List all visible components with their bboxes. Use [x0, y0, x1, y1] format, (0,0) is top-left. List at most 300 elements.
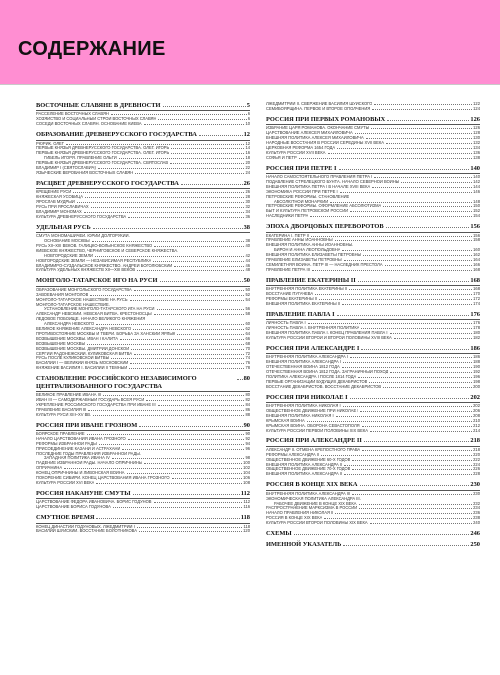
section-title[interactable]	[266, 311, 480, 318]
section-title-text: РОССИЯ ПРИ ИВАНЕ ГРОЗНОМ	[36, 421, 138, 429]
section-title-text: УДЕЛЬНАЯ РУСЬ	[36, 223, 91, 231]
dot-leader	[328, 153, 473, 154]
toc-entry[interactable]	[266, 385, 480, 390]
toc-section	[36, 277, 250, 371]
entry-page-number: 108	[243, 480, 250, 485]
toc-section	[36, 514, 250, 534]
section-title-text: ЭПОХА ДВОРЦОВЫХ ПЕРЕВОРОТОВ	[266, 223, 384, 231]
dot-leader	[337, 148, 472, 149]
entry-page-number: 142	[473, 178, 480, 184]
entry-text: ИЗБРАНИЕ ЦАРЯ РОМАНОВА. ОКОНЧАНИЕ СМУТЫ	[266, 126, 370, 131]
section-page-number: 230	[470, 481, 480, 489]
toc-entry[interactable]	[36, 529, 250, 534]
entry-text: ВЛАДИМИРО-СУЗДАЛЬСКОЕ КНЯЖЕСТВО. АНДРЕЙ БОГОЛЮБСКИЙ	[36, 263, 173, 268]
section-rule	[266, 173, 480, 174]
entry-text: УКРЕПЛЕНИЕ РОССИЙСКОГО ГОСУДАРСТВА ПРИ ИВАНЕ III	[36, 402, 156, 407]
dot-leader	[95, 256, 244, 257]
dot-leader	[370, 523, 473, 524]
dot-leader	[199, 135, 243, 136]
entry-text: ВНЕШНЯЯ ПОЛИТИКА АЛЕКСАНДРА I	[266, 360, 341, 365]
dot-leader	[133, 329, 244, 330]
dot-leader	[181, 184, 243, 185]
dot-leader	[99, 444, 245, 445]
entry-page-number: 134	[473, 144, 480, 150]
dot-leader	[119, 158, 245, 159]
entry-page-number: 54	[245, 296, 250, 302]
entry-page-number: 198	[473, 378, 480, 384]
section-title-text: ПРАВЛЕНИЕ ЕКАТЕРИНЫ II	[266, 276, 356, 284]
dot-leader	[385, 265, 473, 266]
section-title[interactable]	[266, 481, 480, 488]
section-title-text: РАСЦВЕТ ДРЕВНЕРУССКОГО ГОСУДАРСТВА	[36, 179, 179, 187]
entry-text: ВОЗВЫШЕНИЕ МОСКВЫ. ИВАН I КАЛИТА	[36, 336, 118, 341]
dot-leader	[324, 518, 472, 519]
entry-page-number: 202	[473, 403, 480, 408]
dot-leader	[130, 363, 244, 364]
entry-page-number: 46	[245, 262, 250, 268]
dot-leader	[174, 266, 244, 267]
section-title[interactable]	[266, 277, 480, 284]
entry-text: ЗАВОЕВАНИЯ МОНГОЛОВ	[36, 292, 89, 297]
entry-page-number: 238	[473, 515, 480, 521]
entry-page-number: 168	[473, 266, 480, 272]
section-title-text: ВОСТОЧНЫЕ СЛАВЯНЕ В ДРЕВНОСТИ	[36, 102, 161, 109]
dot-leader	[158, 405, 245, 406]
entry-text: ПРАВЛЕНИЕ ЕЛИЗАВЕТЫ ПЕТРОВНЫ	[266, 258, 342, 263]
entry-page-number: 180	[473, 330, 480, 336]
dot-leader	[330, 202, 472, 203]
section-entries	[266, 448, 480, 477]
toc-section	[266, 437, 480, 477]
section-title[interactable]	[36, 180, 250, 187]
entry-page-number: 176	[473, 320, 480, 326]
entry-text: ЦАРСТВОВАНИЕ БОРИСА ГОДУНОВА	[36, 505, 111, 510]
toc-entry[interactable]	[36, 171, 250, 176]
section-rule	[266, 402, 480, 403]
dot-leader	[137, 270, 244, 271]
toc-entry[interactable]	[266, 521, 480, 526]
section-rule	[36, 140, 250, 141]
entry-text: АЛЕКСАНДР II. ОТМЕНА КРЕПОСТНОГО ПРАВА	[266, 447, 361, 452]
entry-text: ВНЕШНЯЯ ПОЛИТИКА НИКОЛАЯ I	[266, 413, 334, 418]
entry-text: ВНУТРЕННЯЯ ПОЛИТИКА АЛЕКСАНДРА I	[266, 355, 348, 360]
toc-entry[interactable]	[266, 156, 480, 161]
entry-text: НАЧАЛО ПРАВЛЕНИЯ НИКОЛАЯ II	[266, 511, 334, 516]
dot-leader	[85, 197, 244, 198]
entry-page-number: 52	[245, 291, 250, 297]
dot-leader	[401, 182, 472, 183]
entry-page-number: 160	[473, 247, 480, 253]
entry-text: ИВАН III — САМОДЕРЖАВНЫЙ ГОСУДАРЬ ВСЕЯ РУСИ	[36, 397, 145, 402]
entry-page-number: 220	[473, 451, 480, 457]
entry-page-number: 210	[473, 417, 480, 423]
entry-page-number: 178	[473, 325, 480, 331]
entry-page-number: 64	[245, 330, 250, 336]
entry-page-number: 170	[473, 291, 480, 297]
section-title[interactable]	[36, 102, 250, 109]
entry-text: ОТЕЧЕСТВЕННАЯ ВОЙНА 1812 ГОДА	[266, 365, 340, 370]
section-page-number: 218	[470, 437, 480, 445]
section-page-number: 90	[243, 421, 250, 429]
entry-page-number: 208	[473, 412, 480, 418]
entry-text: РАБОЧЕЕ ДВИЖЕНИЕ В КОНЦЕ XIX ВЕКА	[274, 501, 357, 506]
entry-page-number: 122	[473, 101, 480, 106]
entry-page-number: 140	[473, 173, 480, 179]
dot-leader	[170, 163, 244, 164]
dot-leader	[315, 294, 472, 295]
dot-leader	[88, 410, 244, 411]
entry-text: РУСЬ ПРИ ЯРОСЛАВИЧАХ	[36, 205, 89, 209]
entry-page-number: 68	[245, 340, 250, 346]
dot-leader	[73, 192, 244, 193]
section-rule	[36, 391, 250, 392]
entry-text: ВНЕШНЯЯ ПОЛИТИКА ЕКАТЕРИНЫ II	[266, 301, 341, 306]
entry-text: ПЕРВЫЕ КНЯЗЬЯ ДРЕВНЕРУССКОГО ГОСУДАРСТВА. ОЛЕГ. ИГОРЬ	[36, 151, 170, 156]
dot-leader	[344, 474, 472, 475]
toc-section	[36, 422, 250, 486]
entry-text: ЭКОНОМИКА РОССИИ ПРИ ПЕТРЕ I	[266, 189, 338, 194]
dot-leader	[299, 158, 472, 159]
section-page-number: 250	[470, 541, 480, 549]
section-entries	[36, 288, 250, 371]
section-title[interactable]	[266, 394, 480, 401]
dot-leader	[154, 314, 245, 315]
entry-text: СЕМИБОЯРЩИНА. ПЕРВОЕ И ВТОРОЕ ОПОЛЧЕНИЯ	[266, 106, 371, 111]
dot-leader	[131, 349, 244, 350]
dot-leader	[360, 411, 472, 412]
section-title[interactable]	[36, 375, 250, 390]
entry-text: ОСНОВАНИЕ МОСКВЫ	[44, 239, 90, 244]
dot-leader	[372, 109, 472, 110]
dot-leader	[335, 513, 472, 514]
header-divider	[0, 84, 500, 85]
section-rule	[36, 498, 250, 499]
entry-page-number: 16	[245, 150, 250, 156]
entry-text: ВОЗВЫШЕНИЕ МОСКВЫ	[36, 341, 86, 346]
entry-page-number: 30	[245, 199, 250, 205]
entry-page-number: 222	[473, 456, 480, 462]
entry-page-number: 200	[473, 383, 480, 389]
toc-entry[interactable]	[266, 336, 480, 341]
toc-section	[266, 481, 480, 526]
entry-text: ВНУТРЕННЯЯ ПОЛИТИКА АЛЕКСАНДРА III	[266, 491, 351, 496]
dot-leader	[87, 434, 245, 435]
entry-text: ОПРИЧНИНА	[36, 466, 63, 471]
section-entries	[266, 404, 480, 433]
entry-page-number: 212	[473, 422, 480, 428]
entry-text: НАРОДНЫЕ ВОССТАНИЯ В РОССИИ СЕРЕДИНЫ XVII ВЕКА	[266, 140, 384, 145]
dot-leader	[96, 324, 244, 325]
entry-page-number: 104	[243, 470, 250, 476]
dot-leader	[154, 246, 244, 247]
section-title-text: РОССИЯ В КОНЦЕ XIX ВЕКА	[266, 481, 358, 489]
entry-text: ОТЕЧЕСТВЕННАЯ ВОЙНА 1812 ГОДА. ЗАГРАНИЧНЫЙ ПОХОД	[266, 369, 389, 374]
entry-page-number: 70	[245, 345, 250, 351]
entry-text: ЭКОНОМИЧЕСКАЯ ПОЛИТИКА АЛЕКСАНДРА III.	[266, 496, 361, 501]
toc-entry[interactable]	[266, 472, 480, 477]
toc-section	[266, 345, 480, 390]
dot-leader	[139, 426, 242, 427]
section-rule	[36, 110, 250, 111]
dot-leader	[153, 261, 244, 262]
entry-text: КУЛЬТУРА ДРЕВНЕРУССКОГО ГОСУДАРСТВА	[36, 214, 127, 219]
entry-text: ВНЕШНЯЯ ПОЛИТИКА АННЫ ИОАННОВНЫ.	[266, 243, 354, 248]
entry-text: ВАСИЛИЙ I — ВЕЛИКИЙ КНЯЗЬ МОСКОВСКИЙ	[36, 361, 129, 366]
dot-leader	[343, 545, 469, 546]
section-rule	[266, 124, 480, 125]
dot-leader	[154, 502, 243, 503]
section-entries	[266, 126, 480, 160]
entry-text: РОССИЯ В КОНЦЕ XIX ВЕКА	[266, 516, 323, 521]
dot-leader	[93, 415, 244, 416]
dot-leader	[362, 426, 473, 427]
dot-leader	[358, 377, 472, 378]
entry-page-number: 234	[473, 505, 480, 511]
entry-text: ВНУТРЕННЯЯ ПОЛИТИКА НИКОЛАЯ I	[266, 404, 341, 408]
toc-entry[interactable]	[266, 268, 480, 273]
section-title[interactable]	[266, 165, 480, 172]
entry-page-number: 100	[243, 460, 250, 466]
entry-text: ПОЛИТИКА АЛЕКСАНДРА I ПОСЛЕ 1814 ГОДА	[266, 374, 357, 379]
section-title[interactable]	[266, 345, 480, 352]
dot-leader	[90, 295, 244, 296]
entry-page-number: 112	[243, 499, 250, 505]
toc-section	[266, 102, 480, 112]
dot-leader	[177, 334, 244, 335]
entry-page-number: 50	[245, 286, 250, 292]
dot-leader	[96, 518, 239, 519]
section-page-number: 186	[470, 344, 480, 352]
dot-leader	[350, 211, 472, 212]
entry-page-number: 90	[245, 430, 250, 436]
toc-entry[interactable]	[36, 268, 250, 273]
section-title[interactable]	[266, 116, 480, 123]
section-rule	[266, 353, 480, 354]
entry-page-number: 192	[473, 368, 480, 374]
dot-leader	[369, 382, 472, 383]
entry-text: ВЕЛИКОЕ ПРАВЛЕНИЕ ИВАНА III	[36, 393, 101, 397]
section-title[interactable]	[36, 277, 250, 284]
entry-text: ВНУТРЕННЯЯ ПОЛИТИКА ЕКАТЕРИНЫ II	[266, 287, 348, 292]
entry-text: ВНЕШНЯЯ ПОЛИТИКА ПАВЛА I. КОНЕЦ ПРАВЛЕНИЯ ПАВЛА I	[266, 331, 388, 336]
section-rule	[36, 523, 250, 524]
entry-text: РАСПРОСТРАНЕНИЕ МАРКСИЗМА В РОССИИ	[266, 506, 358, 511]
dot-leader	[342, 304, 472, 305]
section-page-number: 176	[470, 310, 480, 318]
section-page-number: 140	[470, 164, 480, 172]
dot-leader	[374, 177, 472, 178]
dot-leader	[394, 338, 472, 339]
section-title[interactable]	[36, 422, 250, 429]
dot-leader	[350, 357, 472, 358]
entry-page-number: 26	[245, 189, 250, 195]
section-title[interactable]	[266, 541, 480, 548]
entry-page-number: 218	[473, 446, 480, 452]
entry-page-number: 168	[473, 286, 480, 292]
dot-leader	[96, 483, 242, 484]
entry-text: ВЕЛИКОЕ КНЯЖЕНИЕ АЛЕКСАНДРА НЕВСКОГО	[36, 327, 132, 332]
entry-page-number: 226	[473, 466, 480, 472]
toc-section	[36, 375, 250, 417]
section-title-text: ПРАВЛЕНИЕ ПАВЛА I	[266, 310, 335, 318]
section-entries	[266, 102, 480, 112]
dot-leader	[172, 478, 243, 479]
entry-text: ЛИЧНОСТЬ ПАВЛА I	[266, 321, 306, 326]
entry-page-number: 188	[473, 359, 480, 365]
entry-text: ВАСИЛИЙ ШУЙСКИЙ. ВОССТАНИЕ БОЛОТНИКОВА	[36, 529, 137, 534]
dot-leader	[128, 439, 245, 440]
entry-text: РУСЬ XII–XIII ВЕКОВ. ГАЛИЦКО-ВОЛЫНСКОЕ КНЯЖЕСТВО	[36, 243, 153, 248]
section-page-number: 156	[470, 223, 480, 231]
section-title[interactable]	[36, 131, 250, 138]
section-entries	[266, 321, 480, 341]
dot-leader	[374, 104, 472, 105]
entry-text: КНЯЖЕСКАЯ УСОБИЦА	[36, 195, 84, 200]
entry-page-number: 206	[473, 407, 480, 413]
toc-entry[interactable]	[266, 214, 480, 219]
entry-page-number: 196	[473, 373, 480, 379]
dot-leader	[366, 138, 472, 139]
dot-leader	[144, 463, 242, 464]
entry-text: ВНЕШНЯЯ ПОЛИТИКА АЛЕКСАНДРА II	[266, 462, 343, 467]
section-title-text: РОССИЯ ПРИ НИКОЛАЕ I	[266, 393, 348, 401]
dot-leader	[311, 236, 472, 237]
dot-leader	[308, 323, 472, 324]
toc-section	[266, 223, 480, 273]
dot-leader	[103, 395, 244, 396]
entry-text: ВНЕШНЯЯ ПОЛИТИКА ЕЛИЗАВЕТЫ ПЕТРОВНЫ	[266, 253, 362, 258]
section-title-text: РОССИЯ ПРИ ПЕРВЫХ РОМАНОВЫХ	[266, 115, 386, 123]
entry-text: КОНЕЦ ДИНАСТИИ ГОДУНОВЫХ. ЛЖЕДМИТРИЙ I	[36, 524, 135, 529]
entry-page-number: 32	[245, 204, 250, 209]
entry-text: НАСЛЕДНИКИ ПЕТРА	[266, 214, 309, 219]
entry-text: ПОДАВЛЕНИЕ СТРЕЛЕЦКОГО БУНТА. НАЧАЛО СЕВЕРНОЙ ВОЙНЫ	[266, 179, 400, 184]
entry-text: ГИБЕЛЬ ИГОРЯ. ПРАВЛЕНИЕ ОЛЬГИ	[44, 156, 117, 161]
entry-text: РЕФОРМЫ АЛЕКСАНДРА II	[266, 452, 320, 457]
section-title[interactable]	[266, 223, 480, 230]
section-page-number: 5	[246, 102, 250, 109]
dot-leader	[120, 339, 244, 340]
section-page-number: 26	[243, 179, 250, 187]
entry-page-number: 166	[473, 261, 480, 267]
section-page-number: 126	[470, 115, 480, 123]
toc-entry[interactable]	[36, 481, 250, 486]
entry-text: СЕМИЛЕТНЯЯ ВОЙНА. ПЁТР III — НАСЛЕДНИК ПРЕСТОЛА	[266, 262, 383, 267]
entry-page-number: 88	[245, 411, 250, 417]
section-title[interactable]	[36, 490, 250, 497]
section-rule	[266, 285, 480, 286]
dot-leader	[237, 379, 243, 380]
entry-page-number: 28	[245, 194, 250, 200]
dot-leader	[163, 106, 246, 107]
entry-page-number: 102	[243, 465, 250, 471]
dot-leader	[352, 469, 472, 470]
dot-leader	[363, 255, 472, 256]
entry-text: УСТАНОВЛЕНИЕ МОНГОЛО-ТАТАРСКОГО ИГА НА РУСИ	[44, 307, 155, 312]
entry-page-number: 232	[473, 500, 480, 506]
section-entries	[266, 287, 480, 307]
entry-page-number: 124	[473, 105, 480, 111]
toc-entry[interactable]	[266, 107, 480, 112]
dot-leader	[92, 241, 245, 242]
toc-section	[36, 224, 250, 274]
dot-leader	[122, 449, 244, 450]
entry-text: КУЛЬТУРА РОССИИ ПЕРВОЙ ПОЛОВИНЫ XIX ВЕКА	[266, 428, 368, 433]
toc-entry[interactable]	[36, 505, 250, 510]
toc-entry[interactable]	[36, 215, 250, 220]
entry-page-number: 130	[473, 135, 480, 141]
entry-text: ПРОТИВОСТОЯНИЕ МОСКВЫ И ТВЕРИ. БОРЬБА ЗА ХАНСКИЙ ЯРЛЫК	[36, 331, 176, 336]
entry-page-number: 146	[473, 188, 480, 194]
dot-leader	[352, 460, 472, 461]
toc-entry[interactable]	[36, 122, 250, 127]
entry-text: СОФЬЯ И ПЁТР	[266, 155, 297, 160]
toc-entry[interactable]	[36, 366, 250, 371]
dot-leader	[158, 119, 246, 120]
entry-page-number: 22	[245, 165, 250, 171]
dot-leader	[312, 270, 472, 271]
section-title[interactable]	[266, 437, 480, 444]
entry-text: РУСЬ ПОСЛЕ КУЛИКОВСКОЙ БИТВЫ	[36, 356, 110, 361]
dot-leader	[111, 358, 244, 359]
dot-leader	[294, 534, 470, 535]
entry-text: ВЛАДИМИР I (СВЯТОСЛАВИЧ)	[36, 166, 96, 171]
entry-text: ХОЗЯЙСТВО И СОЦИАЛЬНЫЙ СТРОЙ ВОСТОЧНЫХ СЛАВЯН	[36, 117, 157, 122]
section-entries	[266, 175, 480, 219]
section-title-text: СМУТНОЕ ВРЕМЯ	[36, 514, 95, 522]
dot-leader	[160, 281, 243, 282]
entry-page-number: 74	[245, 355, 250, 361]
dot-leader	[66, 144, 244, 145]
dot-leader	[111, 114, 247, 115]
entry-page-number: 214	[473, 427, 480, 433]
entry-page-number: 136	[473, 149, 480, 155]
entry-page-number: 94	[245, 440, 250, 446]
entry-text: ВНЕШНЯЯ ПОЛИТИКА АЛЕКСЕЯ МИХАЙЛОВИЧА	[266, 136, 364, 141]
dot-leader	[133, 494, 240, 495]
toc-entry[interactable]	[266, 302, 480, 307]
toc-entry[interactable]	[266, 429, 480, 434]
entry-text: НАЧАЛО ЦАРСТВОВАНИЯ ИВАНА ГРОЗНОГО	[36, 436, 126, 441]
dot-leader	[319, 299, 472, 300]
entry-text: КУЛЬТУРА РОССИИ XVI ВЕКА	[36, 481, 95, 485]
entry-text: МОНГОЛО-ТАТАРСКОЕ НАШЕСТВИЕ.	[36, 302, 110, 307]
entry-text: КРЫМСКАЯ ВОЙНА	[266, 418, 305, 423]
entry-text: КУЛЬТУРА РУСИ XIII–XV ВВ.	[36, 412, 92, 417]
section-title[interactable]	[36, 224, 250, 231]
section-title[interactable]	[266, 530, 480, 537]
entry-text: КУЛЬТУРА РОССИИ XVII ВЕКА	[266, 150, 326, 155]
entry-page-number: 78	[245, 365, 250, 371]
entry-text: ПОКОРЕНИЕ СИБИРИ. КОНЕЦ ЦАРСТВОВАНИЯ ИВАНА ГРОЗНОГО	[36, 476, 170, 481]
entry-text: СЕРГИЙ РАДОНЕЖСКИЙ. КУЛИКОВСКАЯ БИТВА	[36, 351, 133, 356]
dot-leader	[337, 315, 470, 316]
entry-text: ОБРАЗОВАНИЕ МОНГОЛЬСКОГО ГОСУДАРСТВА	[36, 287, 132, 292]
entry-text: ВОЗВЫШЕНИЕ МОСКВЫ. ДМИТРИЙ ДОНСКОЙ	[36, 346, 130, 351]
section-title[interactable]	[36, 514, 250, 521]
entry-text: АЛЕКСАНДР НЕВСКИЙ. НЕВСКАЯ БИТВА. КРЕСТОНОСЦЫ	[36, 312, 152, 317]
section-page-number: 12	[243, 131, 250, 139]
toc-right-column	[266, 102, 480, 553]
entry-text: РАССЕЛЕНИЕ ВОСТОЧНЫХ СЛАВЯН	[36, 112, 109, 117]
dot-leader	[129, 368, 244, 369]
entry-text: ВОССТАНИЕ ДЕКАБРИСТОВ. ВОССТАНИЕ ДЕКАБРИСТОВ	[266, 384, 382, 389]
entry-text: КУЛЬТУРА УДЕЛЬНЫХ КНЯЖЕСТВ XII—XIII ВЕКОВ	[36, 268, 136, 273]
toc-entry[interactable]	[36, 413, 250, 418]
dot-leader	[84, 212, 245, 213]
entry-text: ПАДЕНИЕ ИЗБРАННОЙ РАДЫ. НАЧАЛО ОПРИЧНИНЫ	[36, 461, 143, 466]
entry-text: ЦЕРКОВНАЯ РЕФОРМА 1654 ГОДА	[266, 145, 336, 150]
